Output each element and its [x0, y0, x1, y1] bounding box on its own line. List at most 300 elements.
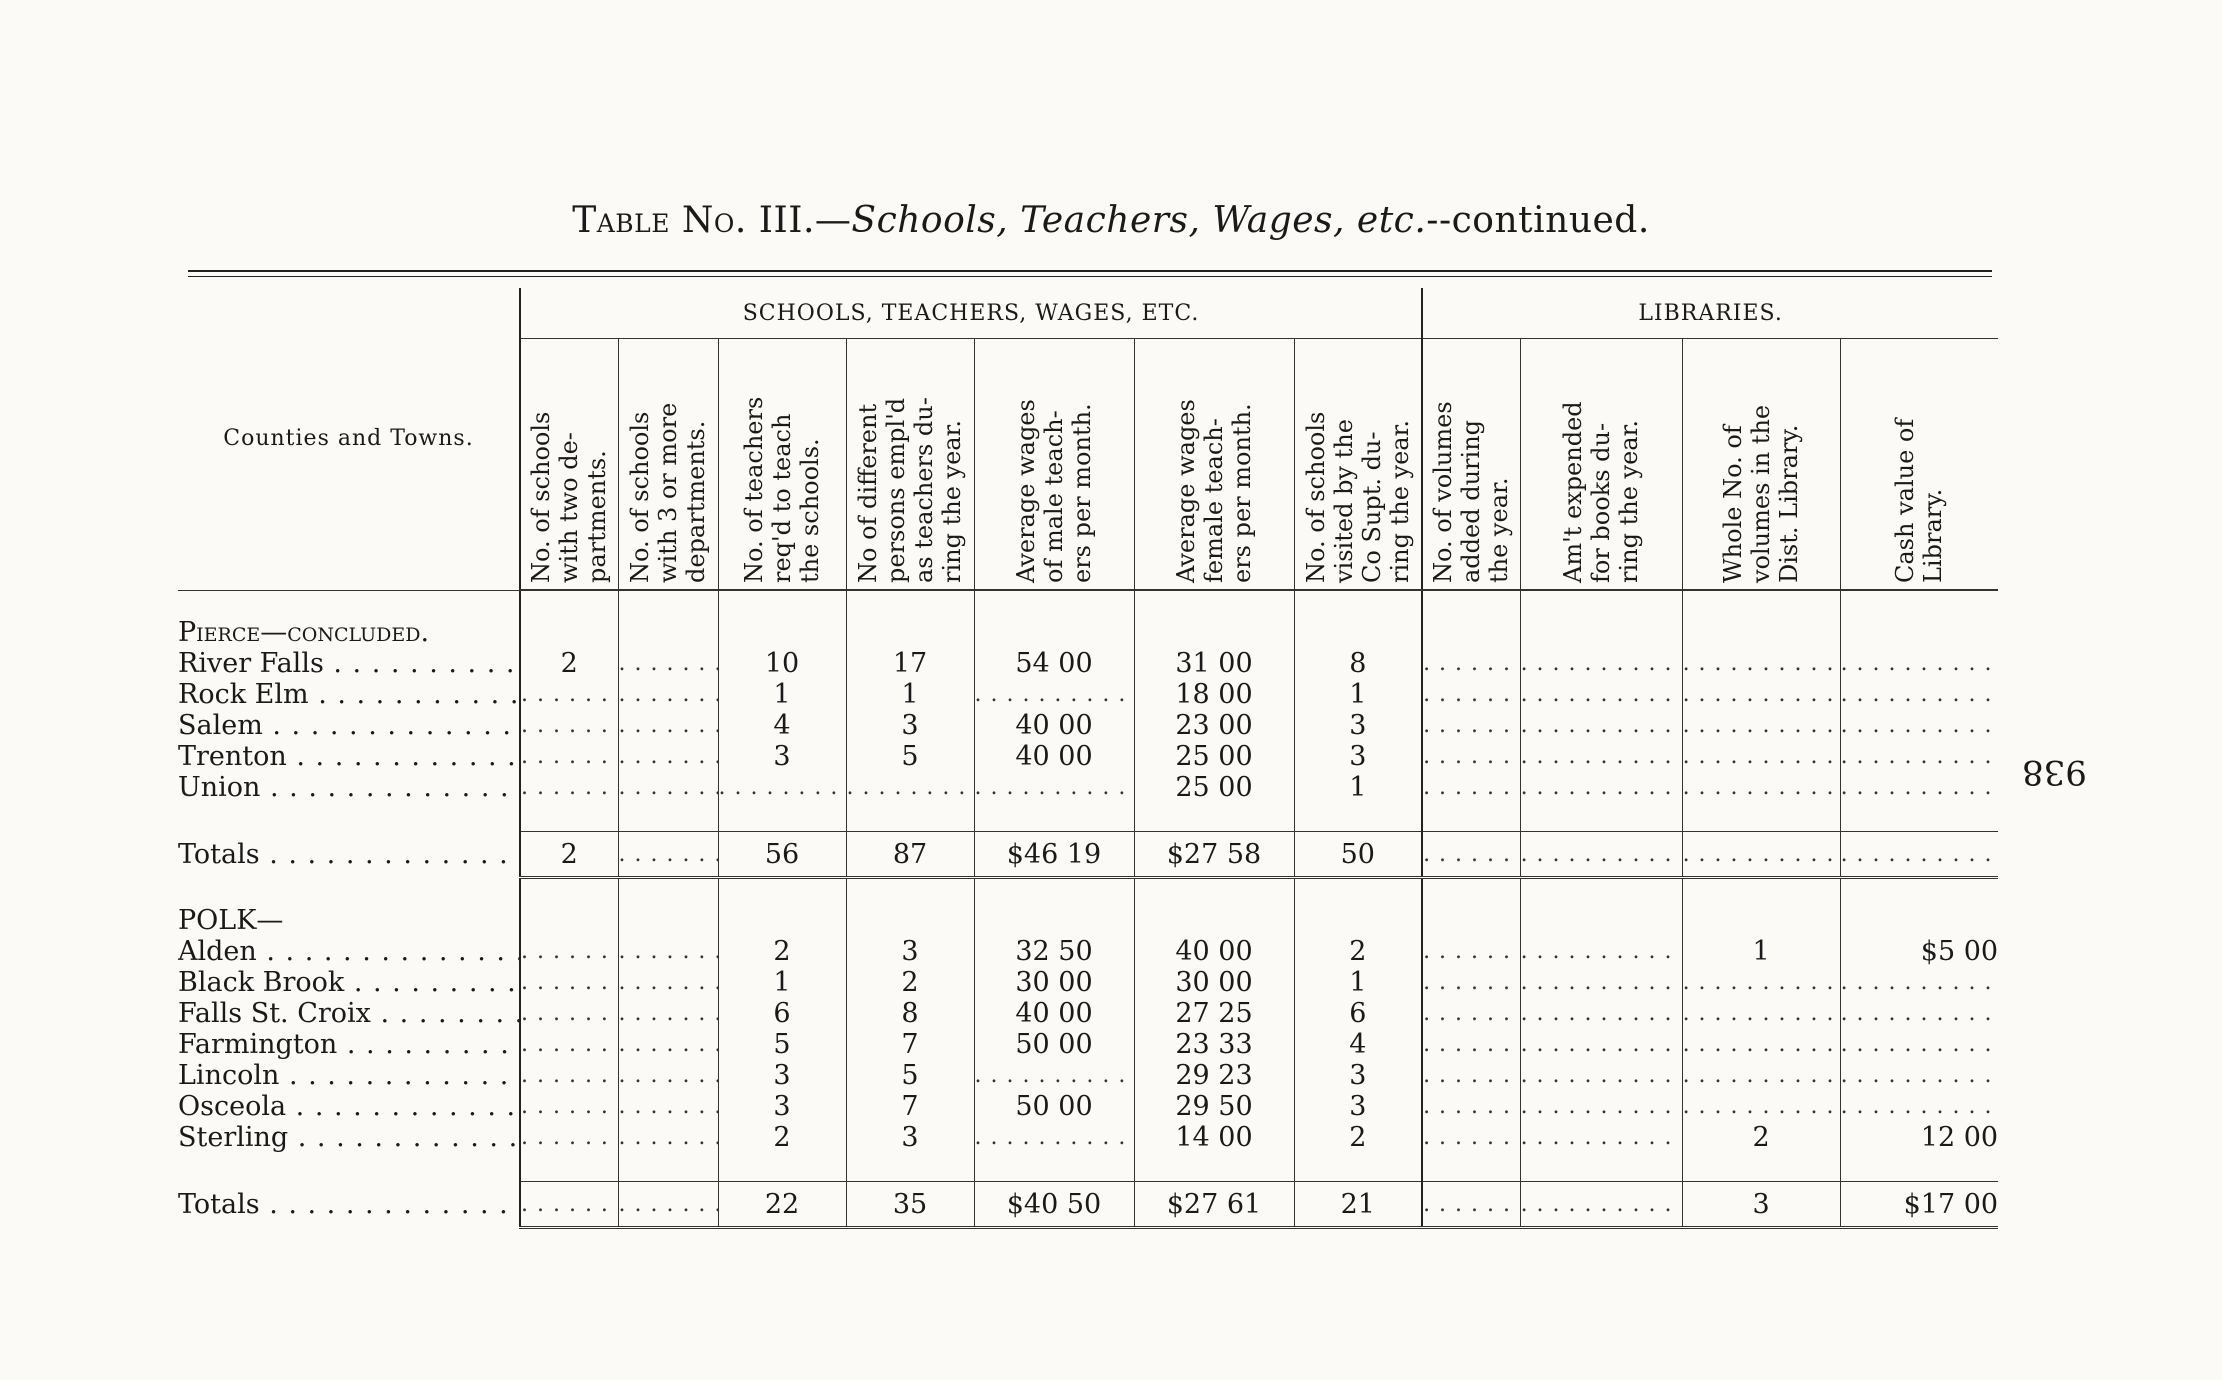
leader-dots: [1683, 741, 1840, 772]
empty-cell-dots: [1422, 741, 1520, 772]
column-header-text: Am't expended for books du- ring the year.: [1559, 401, 1644, 583]
empty-cell-dots: [974, 679, 1134, 710]
town-name: Black Brook: [178, 967, 345, 998]
empty-cell-dots: [1520, 741, 1682, 772]
column-header-9: [1520, 339, 1682, 591]
leader-dots: [521, 710, 618, 741]
column-header-5: [974, 339, 1134, 591]
empty-cell-dots: [618, 710, 718, 741]
table-cell: 22: [718, 1182, 846, 1228]
leader-dots: [1423, 1029, 1520, 1060]
leader-dots: [975, 1060, 1134, 1091]
leader-dots: [260, 772, 520, 803]
table-cell: 40 00: [1134, 936, 1294, 967]
empty-cell-dots: [618, 1182, 718, 1228]
column-header-7: [1294, 339, 1422, 591]
empty-cell-dots: [1682, 1060, 1840, 1091]
leader-dots: [1521, 741, 1682, 772]
table-cell: 3: [846, 1122, 974, 1153]
column-header-11: [1840, 339, 1998, 591]
leader-dots: [1683, 772, 1840, 803]
leader-dots: [975, 1122, 1134, 1153]
table-cell: 35: [846, 1182, 974, 1228]
leader-dots: [619, 679, 718, 710]
leader-dots: [1521, 1091, 1682, 1122]
table-cell: 3: [846, 710, 974, 741]
leader-dots: [324, 648, 520, 679]
empty-cell-dots: [1422, 1122, 1520, 1153]
leader-dots: [1423, 1060, 1520, 1091]
table-cell: 2: [520, 648, 618, 679]
schools-table: [178, 288, 1998, 1229]
leader-dots: [1423, 967, 1520, 998]
title-prefix: Table No. III.—: [572, 200, 852, 241]
column-header-10: [1682, 339, 1840, 591]
table-row: [178, 648, 1998, 679]
table-cell: 6: [1294, 998, 1422, 1029]
table-cell: 10: [718, 648, 846, 679]
table-row: [178, 772, 1998, 803]
leader-dots: [1683, 679, 1840, 710]
table-cell: 5: [846, 741, 974, 772]
town-name: Farmington: [178, 1029, 338, 1060]
empty-cell-dots: [1840, 1029, 1998, 1060]
town-name: Salem: [178, 710, 263, 741]
table-cell: 31 00: [1134, 648, 1294, 679]
leader-dots: [521, 1029, 618, 1060]
empty-cell-dots: [520, 1091, 618, 1122]
table-cell: 1: [1682, 936, 1840, 967]
empty-cell-dots: [1682, 679, 1840, 710]
table-cell: 40 00: [974, 998, 1134, 1029]
leader-dots: [619, 967, 718, 998]
leader-dots: [287, 741, 520, 772]
empty-cell-dots: [520, 998, 618, 1029]
table-cell: 23 33: [1134, 1029, 1294, 1060]
leader-dots: [521, 936, 618, 967]
column-header-text: Average wages of male teach- ers per month.: [1012, 399, 1096, 583]
empty-cell-dots: [520, 1060, 618, 1091]
empty-cell-dots: [1422, 998, 1520, 1029]
empty-cell-dots: [1840, 741, 1998, 772]
leader-dots: [619, 772, 718, 803]
table-cell: 29 23: [1134, 1060, 1294, 1091]
column-header-8: [1422, 339, 1520, 591]
leader-dots: [1423, 998, 1520, 1029]
empty-cell-dots: [1520, 648, 1682, 679]
title-suffix: --continued.: [1426, 200, 1650, 241]
table-cell: 3: [846, 936, 974, 967]
leader-dots: [1683, 1029, 1840, 1060]
column-header-4: [846, 339, 974, 591]
leader-dots: [1841, 842, 1999, 867]
leader-dots: [619, 1029, 718, 1060]
table-cell: 2: [1682, 1122, 1840, 1153]
leader-dots: [1683, 710, 1840, 741]
table-cell: $40 50: [974, 1182, 1134, 1228]
leader-dots: [1521, 679, 1682, 710]
table-row: [178, 936, 1998, 967]
empty-cell-dots: [520, 1182, 618, 1228]
county-name: POLK—: [178, 905, 284, 936]
leader-dots: [1683, 1091, 1840, 1122]
town-name: Alden: [178, 936, 257, 967]
table-cell: 25 00: [1134, 772, 1294, 803]
leader-dots: [1841, 772, 1999, 803]
town-name: Sterling: [178, 1122, 289, 1153]
table-cell: 4: [1294, 1029, 1422, 1060]
table-cell: 2: [718, 1122, 846, 1153]
empty-cell-dots: [618, 1060, 718, 1091]
empty-cell-dots: [1422, 1182, 1520, 1228]
empty-cell-dots: [520, 967, 618, 998]
empty-cell-dots: [1422, 679, 1520, 710]
table-cell: 2: [520, 832, 618, 878]
empty-cell-dots: [974, 1122, 1134, 1153]
empty-cell-dots: [1840, 967, 1998, 998]
town-name: Lincoln: [178, 1060, 280, 1091]
empty-cell-dots: [1682, 832, 1840, 878]
totals-row: [178, 1182, 1998, 1228]
table-row: [178, 998, 1998, 1029]
empty-cell-dots: [618, 1122, 718, 1153]
town-name: Osceola: [178, 1091, 287, 1122]
empty-cell-dots: [718, 772, 846, 803]
table-cell: 30 00: [974, 967, 1134, 998]
table-title: [0, 200, 2222, 241]
table-cell: 14 00: [1134, 1122, 1294, 1153]
empty-cell-dots: [1840, 1060, 1998, 1091]
leader-dots: [309, 679, 520, 710]
empty-cell-dots: [618, 648, 718, 679]
column-header-text: Whole No. of volumes in the Dist. Library.: [1719, 404, 1804, 583]
table-cell: 3: [718, 1091, 846, 1122]
empty-cell-dots: [618, 1029, 718, 1060]
empty-cell-dots: [1682, 1029, 1840, 1060]
table-cell: 21: [1294, 1182, 1422, 1228]
totals-label: Totals: [178, 1189, 260, 1220]
table-row: [178, 1122, 1998, 1153]
table-row: [178, 1091, 1998, 1122]
table-cell: 23 00: [1134, 710, 1294, 741]
leader-dots: [847, 772, 974, 803]
table-row: [178, 1060, 1998, 1091]
empty-cell-dots: [1840, 648, 1998, 679]
table-cell: 3: [1294, 1091, 1422, 1122]
empty-cell-dots: [1520, 679, 1682, 710]
empty-cell-dots: [520, 936, 618, 967]
leader-dots: [288, 1122, 520, 1153]
table-cell: 87: [846, 832, 974, 878]
leader-dots: [1521, 710, 1682, 741]
leader-dots: [619, 1091, 718, 1122]
empty-cell-dots: [1520, 1091, 1682, 1122]
empty-cell-dots: [1682, 1091, 1840, 1122]
top-rule-thin: [188, 276, 1992, 277]
empty-cell-dots: [974, 772, 1134, 803]
leader-dots: [619, 1060, 718, 1091]
empty-cell-dots: [1840, 772, 1998, 803]
leader-dots: [1423, 772, 1520, 803]
leader-dots: [619, 710, 718, 741]
table-cell: 27 25: [1134, 998, 1294, 1029]
table-cell: 3: [1682, 1182, 1840, 1228]
leader-dots: [1683, 1060, 1840, 1091]
leader-dots: [619, 1192, 718, 1217]
table-cell: 3: [1294, 741, 1422, 772]
empty-cell-dots: [1520, 1122, 1682, 1153]
table-row: [178, 710, 1998, 741]
leader-dots: [1423, 1192, 1520, 1217]
empty-cell-dots: [1520, 998, 1682, 1029]
leader-dots: [1521, 842, 1682, 867]
leader-dots: [1423, 741, 1520, 772]
table-cell: 2: [1294, 1122, 1422, 1153]
leader-dots: [1683, 648, 1840, 679]
page-number: 938: [2022, 752, 2087, 792]
leader-dots: [1841, 967, 1999, 998]
leader-dots: [521, 1091, 618, 1122]
table-cell: 3: [718, 1060, 846, 1091]
leader-dots: [619, 842, 718, 867]
table-cell: 1: [846, 679, 974, 710]
empty-cell-dots: [1422, 648, 1520, 679]
column-header-text: Cash value of Library.: [1891, 418, 1948, 583]
empty-cell-dots: [1520, 1182, 1682, 1228]
leader-dots: [1683, 842, 1840, 867]
column-header-1: [520, 339, 618, 591]
table-cell: 50 00: [974, 1091, 1134, 1122]
column-header-text: No. of schools with 3 or more departments.: [626, 402, 710, 583]
leader-dots: [1841, 710, 1999, 741]
group-header-schools: SCHOOLS, TEACHERS, WAGES, ETC.: [520, 288, 1422, 339]
leader-dots: [521, 772, 618, 803]
leader-dots: [1423, 679, 1520, 710]
leader-dots: [260, 839, 520, 870]
table-cell: 5: [718, 1029, 846, 1060]
leader-dots: [1423, 936, 1520, 967]
empty-cell-dots: [1422, 832, 1520, 878]
totals-label: Totals: [178, 839, 260, 870]
town-name: River Falls: [178, 648, 324, 679]
table-cell: 54 00: [974, 648, 1134, 679]
leader-dots: [521, 1192, 618, 1217]
table-cell: 1: [1294, 772, 1422, 803]
table-row: [178, 679, 1998, 710]
empty-cell-dots: [1682, 998, 1840, 1029]
table-cell: 8: [1294, 648, 1422, 679]
town-name: Union: [178, 772, 261, 803]
table-cell: 29 50: [1134, 1091, 1294, 1122]
table-cell: 3: [718, 741, 846, 772]
table-row: [178, 1029, 1998, 1060]
empty-cell-dots: [618, 741, 718, 772]
leader-dots: [257, 936, 520, 967]
leader-dots: [619, 648, 718, 679]
table-cell: 2: [1294, 936, 1422, 967]
empty-cell-dots: [1840, 679, 1998, 710]
leader-dots: [1841, 998, 1999, 1029]
empty-cell-dots: [1682, 772, 1840, 803]
leader-dots: [1683, 967, 1840, 998]
empty-cell-dots: [520, 1122, 618, 1153]
leader-dots: [619, 936, 718, 967]
empty-cell-dots: [974, 1060, 1134, 1091]
table-cell: 2: [846, 967, 974, 998]
table-cell: 7: [846, 1029, 974, 1060]
table-cell: 50 00: [974, 1029, 1134, 1060]
leader-dots: [1841, 1029, 1999, 1060]
empty-cell-dots: [1682, 710, 1840, 741]
table-cell: 3: [1294, 710, 1422, 741]
table-cell: 30 00: [1134, 967, 1294, 998]
leader-dots: [286, 1091, 520, 1122]
column-header-text: No of different persons empl'd as teachers du- ring the year.: [854, 397, 966, 583]
empty-cell-dots: [1520, 772, 1682, 803]
table-cell: 50: [1294, 832, 1422, 878]
leader-dots: [1521, 1060, 1682, 1091]
table-cell: 18 00: [1134, 679, 1294, 710]
empty-cell-dots: [1520, 1060, 1682, 1091]
empty-cell-dots: [1840, 710, 1998, 741]
leader-dots: [337, 1029, 520, 1060]
table-cell: 1: [1294, 679, 1422, 710]
town-name: Trenton: [178, 741, 287, 772]
empty-cell-dots: [1422, 710, 1520, 741]
table-cell: $46 19: [974, 832, 1134, 878]
table-cell: $17 00: [1840, 1182, 1998, 1228]
empty-cell-dots: [1520, 710, 1682, 741]
table-cell: 1: [1294, 967, 1422, 998]
column-header-3: [718, 339, 846, 591]
column-header-text: No. of schools with two de- partments.: [527, 411, 612, 583]
table-cell: 25 00: [1134, 741, 1294, 772]
empty-cell-dots: [1682, 967, 1840, 998]
column-header-2: [618, 339, 718, 591]
leader-dots: [1841, 1060, 1999, 1091]
empty-cell-dots: [618, 967, 718, 998]
top-rule: [188, 270, 1992, 272]
empty-cell-dots: [618, 998, 718, 1029]
leader-dots: [1423, 710, 1520, 741]
leader-dots: [521, 1060, 618, 1091]
table-cell: 4: [718, 710, 846, 741]
table-cell: 1: [718, 967, 846, 998]
leader-dots: [619, 1122, 718, 1153]
leader-dots: [1521, 998, 1682, 1029]
table-cell: 40 00: [974, 710, 1134, 741]
table-cell: 2: [718, 936, 846, 967]
empty-cell-dots: [520, 772, 618, 803]
column-header-6: [1134, 339, 1294, 591]
empty-cell-dots: [1682, 648, 1840, 679]
leader-dots: [1521, 1192, 1682, 1217]
leader-dots: [521, 967, 618, 998]
table-cell: $27 58: [1134, 832, 1294, 878]
leader-dots: [1521, 967, 1682, 998]
empty-cell-dots: [1840, 1091, 1998, 1122]
leader-dots: [619, 741, 718, 772]
empty-cell-dots: [1840, 998, 1998, 1029]
leader-dots: [521, 679, 618, 710]
empty-cell-dots: [618, 936, 718, 967]
empty-cell-dots: [1682, 741, 1840, 772]
leader-dots: [521, 1122, 618, 1153]
table-cell: 6: [718, 998, 846, 1029]
leader-dots: [344, 967, 520, 998]
leader-dots: [1423, 1122, 1520, 1153]
table-cell: 3: [1294, 1060, 1422, 1091]
leader-dots: [1423, 648, 1520, 679]
leader-dots: [1521, 1029, 1682, 1060]
empty-cell-dots: [1520, 1029, 1682, 1060]
leader-dots: [1521, 1122, 1682, 1153]
leader-dots: [521, 998, 618, 1029]
empty-cell-dots: [618, 832, 718, 878]
totals-row: [178, 832, 1998, 878]
table-row: [178, 967, 1998, 998]
leader-dots: [371, 998, 520, 1029]
column-header-text: No. of volumes added during the year.: [1429, 401, 1514, 583]
empty-cell-dots: [1520, 832, 1682, 878]
empty-cell-dots: [1840, 832, 1998, 878]
column-header-text: No. of teachers req'd to teach the schools.: [740, 396, 824, 583]
column-header-text: Average wages female teach- ers per month.: [1172, 399, 1256, 583]
leader-dots: [1841, 679, 1999, 710]
counties-towns-header: Counties and Towns.: [178, 288, 520, 590]
empty-cell-dots: [618, 772, 718, 803]
town-name: Rock Elm: [178, 679, 309, 710]
empty-cell-dots: [520, 710, 618, 741]
leader-dots: [1841, 648, 1999, 679]
title-italic: Schools, Teachers, Wages, etc.: [851, 200, 1427, 241]
leader-dots: [1521, 772, 1682, 803]
empty-cell-dots: [1520, 967, 1682, 998]
table-row: [178, 741, 1998, 772]
leader-dots: [1841, 741, 1999, 772]
leader-dots: [279, 1060, 520, 1091]
empty-cell-dots: [846, 772, 974, 803]
leader-dots: [1683, 998, 1840, 1029]
column-header-text: No. of schools visited by the Co Supt. du- ring the year.: [1301, 411, 1414, 583]
leader-dots: [1423, 842, 1520, 867]
empty-cell-dots: [1422, 1029, 1520, 1060]
table-cell: $27 61: [1134, 1182, 1294, 1228]
empty-cell-dots: [1422, 1091, 1520, 1122]
leader-dots: [619, 998, 718, 1029]
leader-dots: [975, 772, 1134, 803]
leader-dots: [1521, 936, 1682, 967]
empty-cell-dots: [1422, 772, 1520, 803]
leader-dots: [975, 679, 1134, 710]
empty-cell-dots: [1422, 1060, 1520, 1091]
town-name: Falls St. Croix: [178, 998, 371, 1029]
table-cell: 17: [846, 648, 974, 679]
empty-cell-dots: [618, 679, 718, 710]
empty-cell-dots: [520, 679, 618, 710]
table-cell: 40 00: [974, 741, 1134, 772]
leader-dots: [260, 1189, 520, 1220]
leader-dots: [1841, 1091, 1999, 1122]
table-cell: 7: [846, 1091, 974, 1122]
leader-dots: [263, 710, 520, 741]
leader-dots: [1521, 648, 1682, 679]
empty-cell-dots: [1520, 936, 1682, 967]
leader-dots: [719, 772, 846, 803]
table-cell: 1: [718, 679, 846, 710]
leader-dots: [521, 741, 618, 772]
county-name: Pierce—concluded.: [178, 617, 430, 648]
